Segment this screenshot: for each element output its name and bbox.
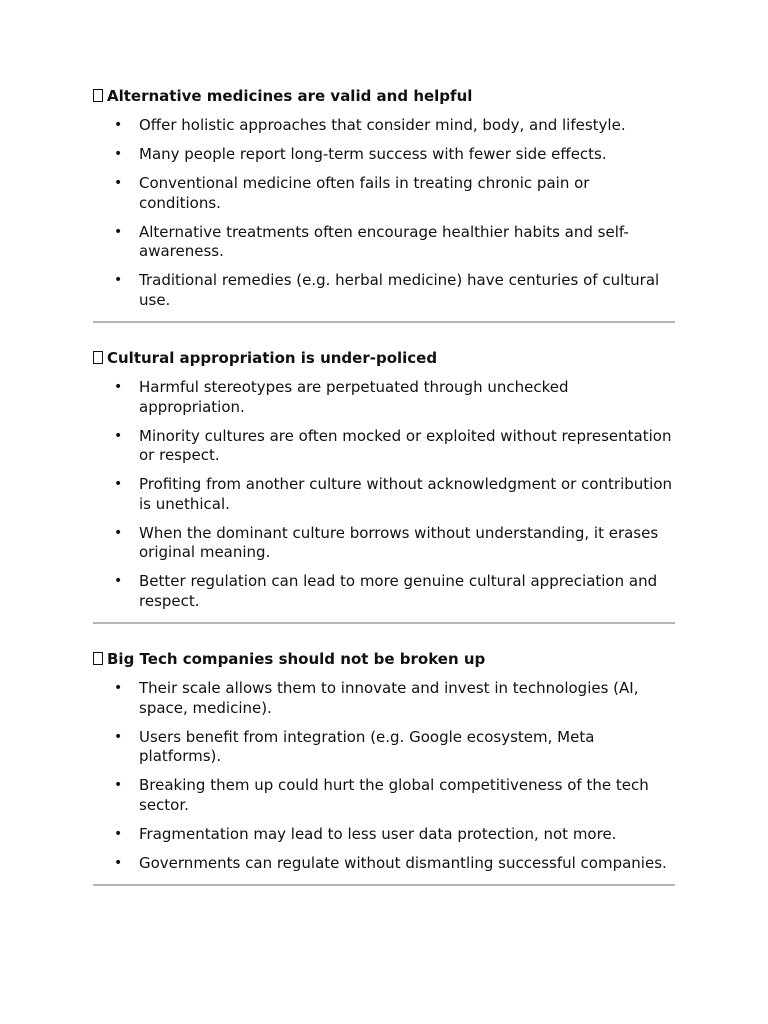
list-item-text: Many people report long-term success with fewer side effects. [139, 145, 607, 163]
bullet-icon: • [114, 728, 123, 745]
list-item [93, 427, 675, 466]
list-item [93, 572, 675, 611]
list-item-text: Traditional remedies (e.g. herbal medicine) have centuries of cultural use. [139, 271, 660, 309]
section-divider [93, 622, 675, 624]
bullet-icon: • [114, 524, 123, 541]
bullet-icon: • [114, 777, 123, 793]
bullet-icon: • [114, 680, 123, 696]
section-big-tech [93, 649, 675, 873]
list-item-text: Harmful stereotypes are perpetuated through unchecked appropriation. [139, 378, 569, 416]
list-item [93, 776, 675, 815]
list-item-text: Minority cultures are often mocked or exploited without representation or respect. [139, 426, 672, 464]
bullet-icon: • [114, 175, 123, 191]
section-heading-text: Cultural appropriation is under-policed [107, 349, 438, 367]
list-item [93, 475, 675, 514]
list-item [93, 524, 675, 563]
bullet-icon: • [114, 117, 123, 133]
bullet-icon: • [114, 854, 123, 871]
list-item-text: Their scale allows them to innovate and invest in technologies (AI, space, medicine). [139, 679, 639, 717]
list-item-text: Alternative treatments often encourage healthier habits and self-awareness. [139, 222, 629, 260]
list-item [93, 854, 675, 874]
list-item [93, 271, 675, 310]
list-item [93, 679, 675, 718]
bullet-icon: • [114, 379, 123, 395]
bullet-list [93, 378, 675, 611]
bullet-icon: • [114, 223, 123, 240]
bullet-icon: • [114, 476, 123, 492]
section-divider [93, 321, 675, 323]
list-item [93, 728, 675, 767]
list-item-text: Offer holistic approaches that consider mind, body, and lifestyle. [139, 116, 626, 134]
list-item-text: Fragmentation may lead to less user data protection, not more. [139, 824, 617, 843]
section-heading [93, 649, 675, 669]
section-heading [93, 86, 675, 106]
section-alternative-medicine [93, 86, 675, 310]
list-item-text: Better regulation can lead to more genuine cultural appreciation and respect. [139, 572, 658, 610]
list-item [93, 378, 675, 417]
bullet-icon: • [114, 825, 123, 842]
section-heading-text: Alternative medicines are valid and helpful [107, 87, 473, 105]
bullet-list [93, 679, 675, 873]
list-item-text: Breaking them up could hurt the global competitiveness of the tech sector. [139, 776, 649, 814]
bullet-list [93, 116, 675, 310]
bullet-icon: • [114, 573, 123, 589]
list-item-text: Conventional medicine often fails in treating chronic pain or conditions. [139, 174, 590, 212]
section-heading-text: Big Tech companies should not be broken up [107, 650, 486, 668]
missing-glyph-icon [93, 652, 103, 665]
section-heading [93, 348, 675, 368]
list-item-text: When the dominant culture borrows without understanding, it erases original meaning. [139, 523, 659, 561]
list-item [93, 116, 675, 136]
list-item [93, 825, 675, 845]
bullet-icon: • [114, 146, 123, 162]
list-item [93, 174, 675, 213]
missing-glyph-icon [93, 89, 103, 102]
bullet-icon: • [114, 427, 123, 444]
bullet-icon: • [114, 272, 123, 288]
section-divider [93, 884, 675, 886]
list-item [93, 223, 675, 262]
section-cultural-appropriation [93, 348, 675, 611]
document-body [93, 86, 675, 911]
missing-glyph-icon [93, 351, 103, 364]
list-item-text: Profiting from another culture without acknowledgment or contribution is unethical. [139, 475, 673, 513]
list-item-text: Governments can regulate without dismantling successful companies. [139, 853, 667, 872]
list-item [93, 145, 675, 165]
list-item-text: Users benefit from integration (e.g. Google ecosystem, Meta platforms). [139, 727, 595, 765]
